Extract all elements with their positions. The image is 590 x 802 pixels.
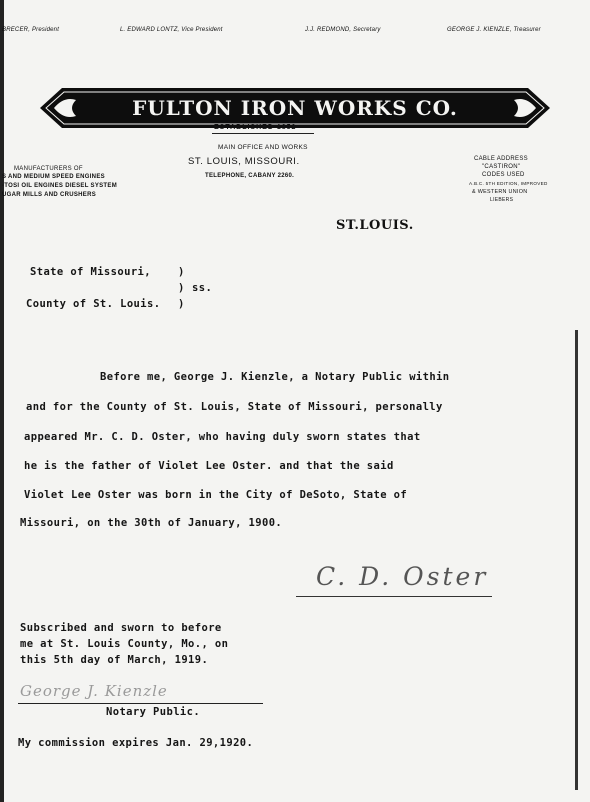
affiant-signature-line [296,596,492,597]
venue-brace-top: ) [178,266,185,278]
jurat-line-1: me at St. Louis County, Mo., on [20,638,229,650]
manufacturers-line-2: -TOSI OIL ENGINES DIESEL SYSTEM [2,183,117,189]
affiant-signature: C. D. Oster [316,562,489,591]
officer-president: BRECER, President [2,27,60,33]
location-heading: ST.LOUIS. [336,218,414,233]
cable-line-1: "CASTIRON" [482,164,521,170]
cable-line-3: A.B.C. 5TH EDITION, IMPROVED [469,181,548,186]
notary-signature: George J. Kienzle [20,682,168,700]
telephone-line: TELEPHONE, CABANY 2260. [205,173,295,179]
affidavit-line-0: Before me, George J. Kienzle, a Notary Public within [100,371,450,383]
cable-line-0: CABLE ADDRESS [474,156,528,162]
affidavit-line-2: appeared Mr. C. D. Oster, who having duly sworn states that [24,431,421,443]
venue-county: County of St. Louis. [26,298,161,310]
jurat-line-2: this 5th day of March, 1919. [20,654,209,666]
affidavit-line-1: and for the County of St. Louis, State of Missouri, personally [26,401,443,413]
company-name: FULTON IRON WORKS CO. [132,96,458,120]
manufacturers-line-1: S AND MEDIUM SPEED ENGINES [2,174,105,180]
venue-brace-mid: ) [178,282,185,294]
affidavit-line-5: Missouri, on the 30th of January, 1900. [20,517,283,529]
venue-ss: ss. [192,282,213,294]
affidavit-line-3: he is the father of Violet Lee Oster. and that the said [24,460,394,472]
cable-line-4: & WESTERN UNION [472,189,528,195]
notary-commission: My commission expires Jan. 29,1920. [18,737,254,749]
manufacturers-line-0: MANUFACTURERS OF [14,166,83,172]
notary-signature-line [18,703,263,704]
established-line: ESTABLISHED 1852 [214,124,297,131]
cable-line-2: CODES USED [482,172,525,178]
jurat-line-0: Subscribed and sworn to before [20,622,222,634]
established-rule [212,133,314,134]
venue-brace-bottom: ) [178,298,185,310]
venue-state: State of Missouri, [30,266,151,278]
officer-vice-president: L. EDWARD LONTZ, Vice President [120,27,223,33]
officer-treasurer: GEORGE J. KIENZLE, Treasurer [447,27,541,33]
main-office-line: MAIN OFFICE AND WORKS [218,144,308,151]
manufacturers-line-3: UGAR MILLS AND CRUSHERS [2,192,97,198]
officer-secretary: J.J. REDMOND, Secretary [305,27,381,33]
city-line: ST. LOUIS, MISSOURI. [188,156,300,167]
scan-right-edge [575,330,578,790]
notary-title: Notary Public. [106,706,201,718]
scan-left-edge [0,0,4,802]
cable-line-5: LIEBERS [490,197,514,203]
affidavit-line-4: Violet Lee Oster was born in the City of DeSoto, State of [24,489,408,501]
